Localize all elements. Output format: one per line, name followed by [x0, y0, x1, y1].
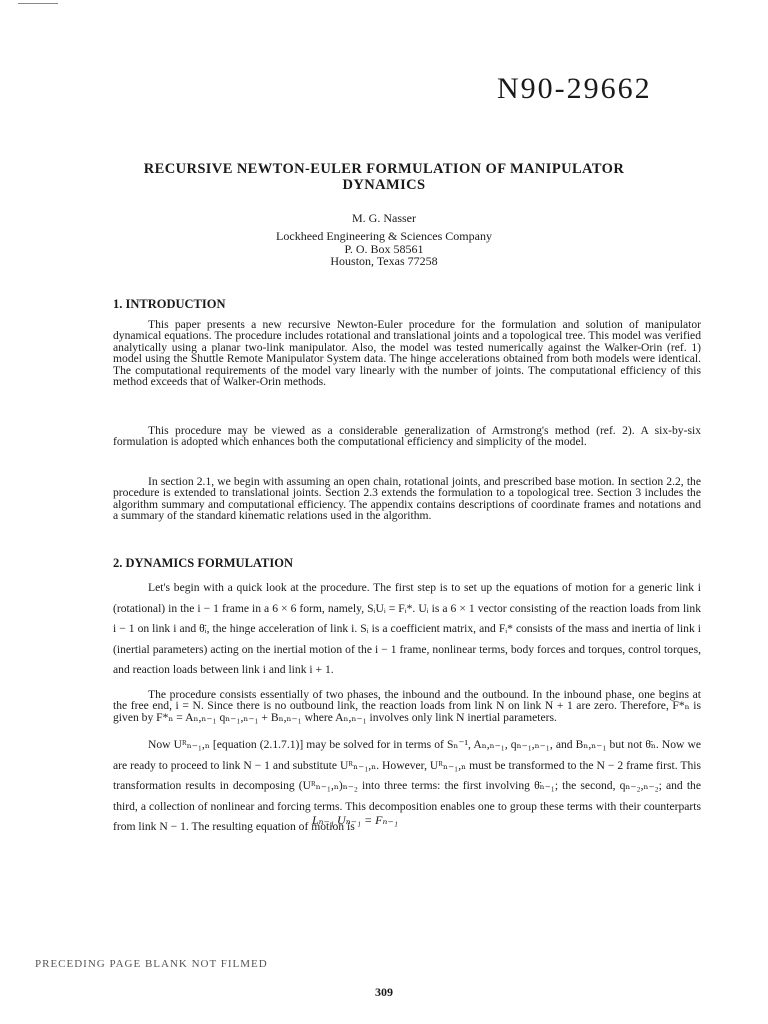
intro-paragraph-2 [113, 425, 701, 448]
intro-paragraph-1 [113, 319, 701, 387]
author-name: M. G. Nasser [352, 211, 416, 225]
title-line-1: RECURSIVE NEWTON-EULER FORMULATION OF MANIPULATOR [143, 161, 625, 177]
report-number: N90-29662 [497, 72, 652, 105]
dynamics-paragraph-1 [113, 578, 701, 681]
section-heading-dynamics: 2. DYNAMICS FORMULATION [113, 556, 293, 570]
affiliation [0, 230, 768, 268]
affiliation-line: Houston, Texas 77258 [330, 254, 438, 268]
affiliation-line: P. O. Box 58561 [344, 241, 424, 256]
scan-artifact-line [18, 3, 58, 4]
paragraph-text: In section 2.1, we begin with assuming an open chain, rotational joints, and prescribed base motion. In section 2.2, the procedure is extended to translational joints. Section 2.3 extends the formulation to a topological tree. Section 3 includes the algorithm summary and computational efficiency. The appendix contains descriptions of coordinate frames and notations and a summary of the standard kinematic relations used in the algorithm. [113, 475, 701, 523]
paragraph-text: Now Uᴿₙ₋₁,ₙ [equation (2.1.7.1)] may be solved for in terms of Sₙ⁻¹, Aₙ,ₙ₋₁, qₙ₋₁,ₙ₋₁, and Bₙ,ₙ₋₁ but not θ̈ₙ. Now we are ready to proceed to link N − 1 and substitute Uᴿₙ₋₁,ₙ. However, Uᴿₙ₋₁,ₙ must be transformed to the N − 2 frame first. This transformation results in decomposing (Uᴿₙ₋₁,ₙ)ₙ₋₂ into three terms: the first involving θ̈ₙ₋₁; the second, qₙ₋₂,ₙ₋₂; and the third, a collection of nonlinear and forcing terms. This decomposition enables one to group these terms with their counterparts from link N − 1. The resulting equation of motion is [113, 738, 701, 833]
paper-title [100, 161, 668, 193]
equation-of-motion: Lₙ₋₁ Uₙ₋₁ = Fₙ₋₁ [312, 813, 398, 827]
paragraph-text: The procedure consists essentially of two phases, the inbound and the outbound. In the inbound phase, one begins at the free end, i = N. Since there is no outbound link, the reaction loads from link N on link N + 1 are zero. Therefore, F*ₙ is given by F*ₙ = Aₙ,ₙ₋₁ qₙ₋₁,ₙ₋₁ + Bₙ,ₙ₋₁ where Aₙ,ₙ₋₁ involves only link N inertial parameters. [113, 688, 701, 724]
film-mark: PRECEDING PAGE BLANK NOT FILMED [35, 958, 268, 970]
section-heading-introduction: 1. INTRODUCTION [113, 297, 226, 311]
page-number: 309 [375, 985, 393, 999]
paragraph-text: Let's begin with a quick look at the procedure. The first step is to set up the equations of motion for a generic link i (rotational) in the i − 1 frame in a 6 × 6 form, namely, SᵢUᵢ = Fᵢ*. Uᵢ is a 6 × 1 vector consisting of the reaction loads from link i − 1 on link i and θ̈ᵢ, the hinge acceleration of link i. Sᵢ is a coefficient matrix, and Fᵢ* consists of the mass and inertia of link i (inertial parameters) acting on the inertial motion of the i − 1 frame, nonlinear terms, body forces and torques, control torques, and reaction loads between link i and link i + 1. [113, 581, 701, 676]
paragraph-text: This procedure may be viewed as a considerable generalization of Armstrong's method (ref. 2). A six-by-six formulation is adopted which enhances both the computational efficiency and simplicity of the model. [113, 424, 701, 449]
affiliation-line: Lockheed Engineering & Sciences Company [276, 229, 492, 243]
intro-paragraph-3 [113, 476, 701, 522]
paragraph-text: This paper presents a new recursive Newton-Euler procedure for the formulation and solution of manipulator dynamical equations. The procedure includes rotational and translational joints and a topological tree. This model was verified analytically using a planar two-link manipulator. Also, the model was tested numerically against the Walker-Orin (ref. 1) model using the Shuttle Remote Manipulator System data. The hinge accelerations obtained from both models were identical. The computational requirements of the model vary linearly with the number of joints. The computational efficiency of this method exceeds that of Walker-Orin methods. [113, 318, 701, 389]
title-line-2: DYNAMICS [342, 177, 426, 193]
dynamics-paragraph-2 [113, 689, 701, 723]
dynamics-paragraph-3 [113, 735, 701, 838]
